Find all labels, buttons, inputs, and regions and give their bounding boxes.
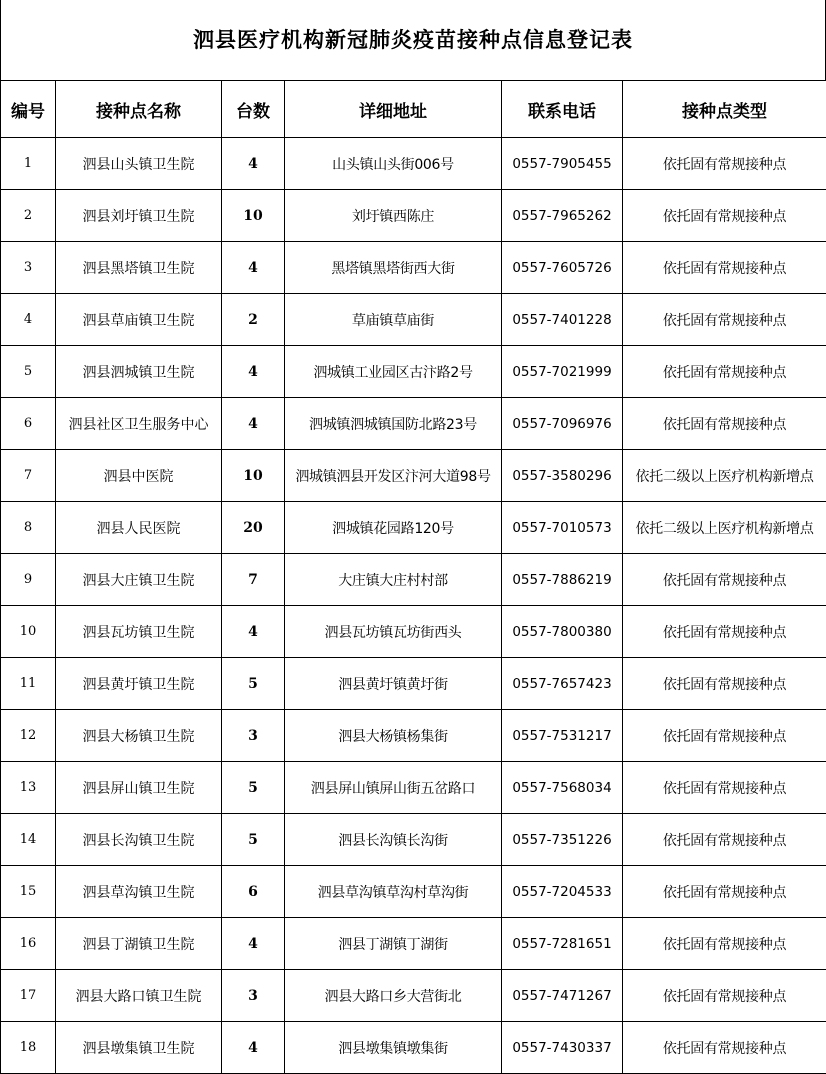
- cell-site-name: 泗县黄圩镇卫生院: [56, 658, 222, 710]
- cell-site-name: 泗县中医院: [56, 450, 222, 502]
- cell-no: 11: [1, 658, 56, 710]
- cell-phone: 0557-7657423: [502, 658, 623, 710]
- cell-site-name: 泗县大路口镇卫生院: [56, 970, 222, 1022]
- cell-site-type: 依托固有常规接种点: [623, 1022, 826, 1074]
- cell-site-type: 依托固有常规接种点: [623, 866, 826, 918]
- cell-site-type: 依托固有常规接种点: [623, 398, 826, 450]
- cell-address: 泗城镇泗城镇国防北路23号: [285, 398, 502, 450]
- cell-address: 泗城镇工业园区古汴路2号: [285, 346, 502, 398]
- cell-count: 4: [222, 138, 285, 190]
- cell-phone: 0557-7886219: [502, 554, 623, 606]
- table-row: [1, 242, 826, 294]
- cell-count: 20: [222, 502, 285, 554]
- cell-site-type: 依托固有常规接种点: [623, 138, 826, 190]
- cell-count: 2: [222, 294, 285, 346]
- table-row: [1, 450, 826, 502]
- cell-site-name: 泗县山头镇卫生院: [56, 138, 222, 190]
- cell-no: 14: [1, 814, 56, 866]
- cell-no: 13: [1, 762, 56, 814]
- cell-site-type: 依托固有常规接种点: [623, 190, 826, 242]
- cell-address: 泗县丁湖镇丁湖街: [285, 918, 502, 970]
- table-body: [1, 138, 826, 1074]
- cell-site-type: 依托固有常规接种点: [623, 554, 826, 606]
- cell-address: 泗城镇泗县开发区汴河大道98号: [285, 450, 502, 502]
- cell-count: 4: [222, 606, 285, 658]
- header-type: 接种点类型: [623, 81, 826, 138]
- header-no: 编号: [1, 81, 56, 138]
- cell-site-name: 泗县草庙镇卫生院: [56, 294, 222, 346]
- cell-site-name: 泗县大庄镇卫生院: [56, 554, 222, 606]
- cell-site-name: 泗县泗城镇卫生院: [56, 346, 222, 398]
- cell-site-type: 依托固有常规接种点: [623, 970, 826, 1022]
- cell-phone: 0557-7010573: [502, 502, 623, 554]
- cell-address: 刘圩镇西陈庄: [285, 190, 502, 242]
- cell-site-name: 泗县丁湖镇卫生院: [56, 918, 222, 970]
- cell-phone: 0557-7905455: [502, 138, 623, 190]
- cell-phone: 0557-7021999: [502, 346, 623, 398]
- cell-address: 泗县黄圩镇黄圩街: [285, 658, 502, 710]
- cell-site-type: 依托固有常规接种点: [623, 918, 826, 970]
- cell-address: 黑塔镇黑塔街西大街: [285, 242, 502, 294]
- cell-count: 10: [222, 190, 285, 242]
- cell-count: 4: [222, 242, 285, 294]
- table-row: [1, 866, 826, 918]
- cell-no: 2: [1, 190, 56, 242]
- cell-site-name: 泗县瓦坊镇卫生院: [56, 606, 222, 658]
- cell-site-type: 依托固有常规接种点: [623, 606, 826, 658]
- cell-site-type: 依托固有常规接种点: [623, 814, 826, 866]
- cell-no: 12: [1, 710, 56, 762]
- cell-no: 8: [1, 502, 56, 554]
- table-row: [1, 710, 826, 762]
- cell-site-name: 泗县黑塔镇卫生院: [56, 242, 222, 294]
- header-name: 接种点名称: [56, 81, 222, 138]
- vaccination-sites-table: [0, 80, 826, 1074]
- cell-no: 6: [1, 398, 56, 450]
- cell-no: 17: [1, 970, 56, 1022]
- cell-site-name: 泗县刘圩镇卫生院: [56, 190, 222, 242]
- cell-phone: 0557-7531217: [502, 710, 623, 762]
- cell-site-name: 泗县人民医院: [56, 502, 222, 554]
- cell-phone: 0557-7204533: [502, 866, 623, 918]
- cell-count: 4: [222, 398, 285, 450]
- cell-count: 4: [222, 1022, 285, 1074]
- cell-site-type: 依托固有常规接种点: [623, 294, 826, 346]
- table-row: [1, 554, 826, 606]
- cell-count: 4: [222, 918, 285, 970]
- table-row: [1, 502, 826, 554]
- cell-count: 5: [222, 814, 285, 866]
- cell-count: 5: [222, 658, 285, 710]
- cell-address: 泗县墩集镇墩集街: [285, 1022, 502, 1074]
- cell-no: 10: [1, 606, 56, 658]
- table-row: [1, 1022, 826, 1074]
- cell-site-type: 依托固有常规接种点: [623, 658, 826, 710]
- cell-phone: 0557-7471267: [502, 970, 623, 1022]
- cell-count: 4: [222, 346, 285, 398]
- cell-site-name: 泗县长沟镇卫生院: [56, 814, 222, 866]
- cell-site-name: 泗县墩集镇卫生院: [56, 1022, 222, 1074]
- cell-site-type: 依托固有常规接种点: [623, 242, 826, 294]
- cell-phone: 0557-3580296: [502, 450, 623, 502]
- cell-site-type: 依托固有常规接种点: [623, 762, 826, 814]
- cell-phone: 0557-7281651: [502, 918, 623, 970]
- table-row: [1, 138, 826, 190]
- table-row: [1, 346, 826, 398]
- cell-site-name: 泗县社区卫生服务中心: [56, 398, 222, 450]
- cell-count: 5: [222, 762, 285, 814]
- cell-site-type: 依托固有常规接种点: [623, 346, 826, 398]
- cell-phone: 0557-7401228: [502, 294, 623, 346]
- table-row: [1, 762, 826, 814]
- cell-phone: 0557-7430337: [502, 1022, 623, 1074]
- page-title: 泗县医疗机构新冠肺炎疫苗接种点信息登记表: [0, 0, 826, 80]
- cell-address: 山头镇山头街006号: [285, 138, 502, 190]
- cell-phone: 0557-7965262: [502, 190, 623, 242]
- table-row: [1, 190, 826, 242]
- cell-no: 3: [1, 242, 56, 294]
- cell-no: 4: [1, 294, 56, 346]
- cell-address: 泗县长沟镇长沟街: [285, 814, 502, 866]
- cell-phone: 0557-7800380: [502, 606, 623, 658]
- cell-no: 18: [1, 1022, 56, 1074]
- cell-phone: 0557-7568034: [502, 762, 623, 814]
- cell-address: 泗县大杨镇杨集街: [285, 710, 502, 762]
- header-row: [1, 81, 826, 138]
- cell-no: 7: [1, 450, 56, 502]
- cell-no: 16: [1, 918, 56, 970]
- cell-count: 6: [222, 866, 285, 918]
- cell-count: 3: [222, 970, 285, 1022]
- cell-address: 泗县大路口乡大营街北: [285, 970, 502, 1022]
- cell-no: 15: [1, 866, 56, 918]
- table-row: [1, 918, 826, 970]
- cell-address: 泗城镇花园路120号: [285, 502, 502, 554]
- header-address: 详细地址: [285, 81, 502, 138]
- cell-phone: 0557-7351226: [502, 814, 623, 866]
- cell-site-type: 依托二级以上医疗机构新增点: [623, 450, 826, 502]
- cell-site-type: 依托二级以上医疗机构新增点: [623, 502, 826, 554]
- cell-site-name: 泗县草沟镇卫生院: [56, 866, 222, 918]
- header-phone: 联系电话: [502, 81, 623, 138]
- table-row: [1, 970, 826, 1022]
- cell-no: 5: [1, 346, 56, 398]
- cell-address: 泗县瓦坊镇瓦坊街西头: [285, 606, 502, 658]
- cell-phone: 0557-7605726: [502, 242, 623, 294]
- cell-site-type: 依托固有常规接种点: [623, 710, 826, 762]
- cell-count: 10: [222, 450, 285, 502]
- cell-address: 大庄镇大庄村村部: [285, 554, 502, 606]
- header-count: 台数: [222, 81, 285, 138]
- cell-address: 泗县屏山镇屏山街五岔路口: [285, 762, 502, 814]
- cell-site-name: 泗县屏山镇卫生院: [56, 762, 222, 814]
- table-row: [1, 814, 826, 866]
- table-row: [1, 658, 826, 710]
- cell-no: 9: [1, 554, 56, 606]
- cell-count: 3: [222, 710, 285, 762]
- cell-count: 7: [222, 554, 285, 606]
- table-row: [1, 398, 826, 450]
- cell-no: 1: [1, 138, 56, 190]
- table-header: [1, 81, 826, 138]
- table-row: [1, 606, 826, 658]
- table-row: [1, 294, 826, 346]
- cell-address: 草庙镇草庙街: [285, 294, 502, 346]
- cell-phone: 0557-7096976: [502, 398, 623, 450]
- cell-address: 泗县草沟镇草沟村草沟街: [285, 866, 502, 918]
- cell-site-name: 泗县大杨镇卫生院: [56, 710, 222, 762]
